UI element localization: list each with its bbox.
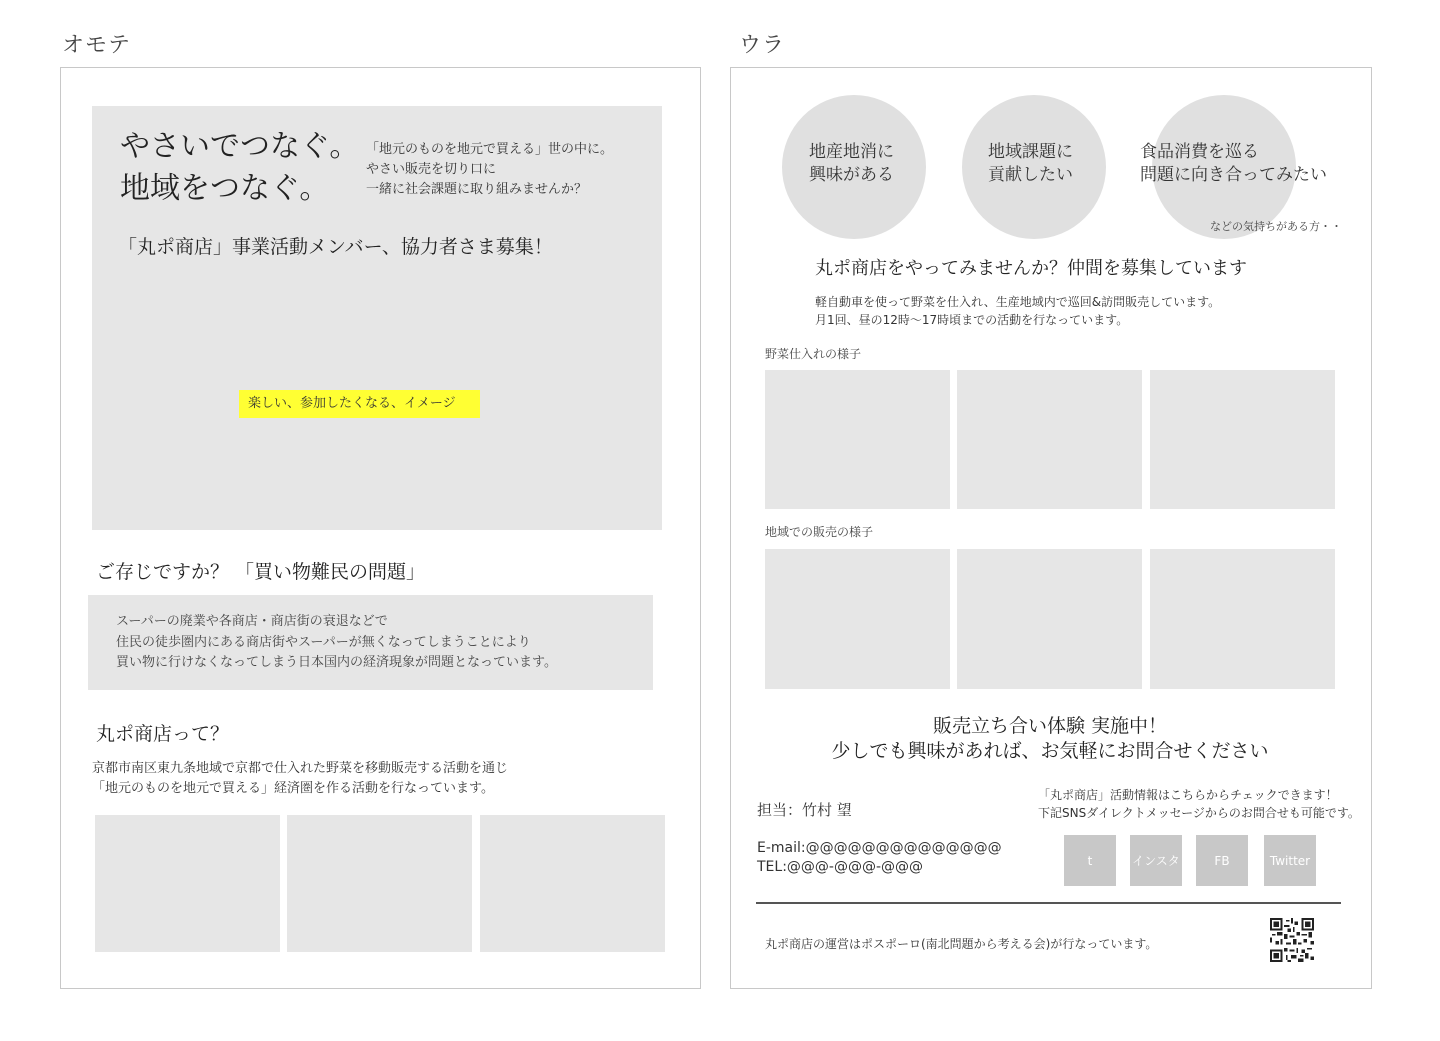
cta-line-1: 販売立ち合い体験 実施中！ [932, 715, 1168, 737]
sales-photo-placeholder [957, 549, 1142, 689]
image-note-highlight: 楽しい、参加したくなる、イメージ [239, 390, 480, 418]
front-photo-placeholder [95, 815, 280, 952]
back-side-label: ウラ [739, 33, 786, 58]
sns-note-line-2: 下記SNSダイレクトメッセージからのお問合せも可能です。 [1038, 806, 1360, 820]
recruit-heading: 「丸ポ商店」事業活動メンバー、協力者さま募集！ [118, 236, 553, 258]
purchase-photo-placeholder [957, 370, 1142, 509]
interest-line: 貢献したい [988, 165, 1073, 185]
interest-line: 地産地消に [809, 142, 894, 162]
hero-subtitle-line-2: やさい販売を切り口に [366, 162, 497, 177]
interest-line: 食品消費を巡る [1140, 142, 1259, 162]
front-side-label: オモテ [62, 33, 132, 58]
back-body-line-1: 軽自動車を使って野菜を仕入れ、生産地域内で巡回&訪問販売しています。 [815, 295, 1221, 309]
contact-tel: TEL:@@@-@@@-@@@ [757, 859, 924, 875]
sns-note-line-1: 「丸ポ商店」活動情報はこちらからチェックできます！ [1038, 788, 1338, 802]
contact-email: E-mail:@@@@@@@@@@@@@@ [757, 840, 1002, 856]
sns-button-t[interactable]: t [1064, 835, 1116, 886]
interest-line: 地域課題に [988, 142, 1073, 162]
hero-subtitle-line-1: 「地元のものを地元で買える」世の中に。 [366, 142, 614, 157]
hero-subtitle [366, 140, 613, 200]
hero-title-line-2: 地域をつなぐ。 [120, 171, 330, 206]
purchase-photo-placeholder [765, 370, 950, 509]
sns-button-instagram[interactable]: インスタ [1130, 835, 1182, 886]
interest-circle-text [809, 141, 894, 187]
sales-photo-placeholder [1150, 549, 1335, 689]
about-body-line-2: 「地元のものを地元で買える」経済圏を作る活動を行なっています。 [92, 781, 494, 796]
interest-line: 興味がある [809, 165, 894, 185]
purchase-photo-placeholder [1150, 370, 1335, 509]
interest-circle-text [1140, 141, 1327, 187]
back-heading: 丸ポ商店をやってみませんか？仲間を募集しています [815, 258, 1247, 279]
interest-circle-text [988, 141, 1073, 187]
sns-button-twitter[interactable]: Twitter [1264, 835, 1316, 886]
back-body [815, 293, 1220, 329]
sales-photo-placeholder [765, 549, 950, 689]
question-heading: ご存じですか？ 「買い物難民の問題」 [96, 561, 426, 583]
interest-line: 問題に向き合ってみたい [1140, 165, 1327, 185]
caption-purchase: 野菜仕入れの様子 [765, 347, 862, 361]
question-body [116, 612, 557, 674]
feelings-note: などの気持ちがある方・・ [1210, 220, 1342, 233]
hero-subtitle-line-3: 一緒に社会課題に取り組みませんか？ [366, 182, 588, 197]
front-photo-placeholder [287, 815, 472, 952]
sns-button-facebook[interactable]: FB [1196, 835, 1248, 886]
question-body-line-1: スーパーの廃業や各商店・商店街の衰退などで [116, 614, 388, 629]
hero-title [120, 126, 359, 210]
hero-title-line-1: やさいでつなぐ。 [120, 129, 360, 164]
contact-person: 担当：竹村 望 [757, 801, 852, 819]
front-photo-placeholder [480, 815, 665, 952]
footer-text: 丸ポ商店の運営はポスポーロ(南北問題から考える会)が行なっています。 [765, 937, 1158, 951]
back-body-line-2: 月1回、昼の12時〜17時頃までの活動を行なっています。 [815, 313, 1129, 327]
sns-note [1038, 786, 1360, 822]
question-body-line-2: 住民の徒歩圏内にある商店街やスーパーが無くなってしまうことにより [116, 634, 531, 650]
about-body-line-1: 京都市南区東九条地域で京都で仕入れた野菜を移動販売する活動を通じ [92, 761, 509, 776]
question-body-line-3: 買い物に行けなくなってしまう日本国内の経済現象が問題となっています。 [116, 655, 557, 670]
about-body [92, 759, 508, 799]
cta-line-2: 少しでも興味があれば、お気軽にお問合せください [831, 740, 1269, 762]
about-heading: 丸ポ商店って？ [96, 723, 230, 745]
caption-sales: 地域での販売の様子 [765, 525, 874, 539]
qr-code-icon[interactable] [1270, 918, 1314, 962]
footer-divider [756, 902, 1341, 904]
